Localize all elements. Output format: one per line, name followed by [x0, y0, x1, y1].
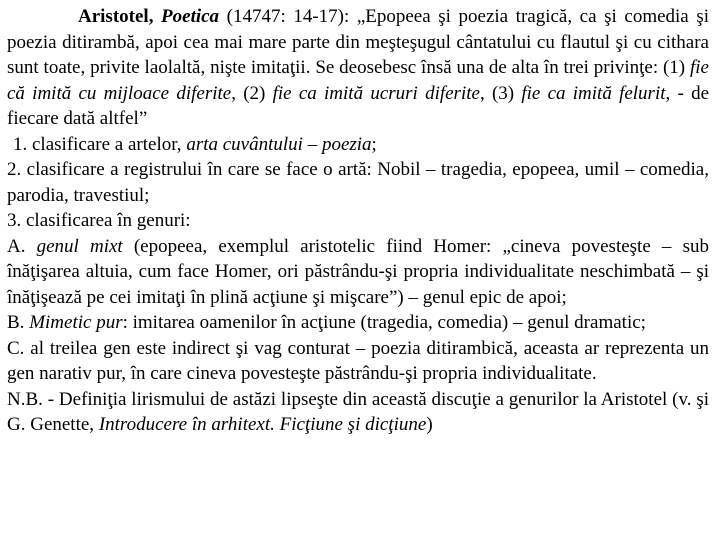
- list-item-1: 1. clasificare a artelor, arta cuvântului – poezia;: [13, 133, 377, 155]
- quote-text: (14747: 14-17): „Epopeea şi poezia tragică, ca şi comedia şi poezia ditirambă, apoi cea mai mare parte din meşteşugul cântatului cu flautul şi cu cithara sunt toate, privite laolaltă, nişte imitaţii. Se deosebesc însă una de alta în trei privinţe: (1): [7, 6, 709, 78]
- genre-a: A. genul mixt (epopeea, exemplul aristotelic fiind Homer: „cineva povesteşte – sub înăţişarea altuia, cum face Homer, ori păstrându-şi propria individualitate neschimbată – şi înăţişează pe cei imitaţi în plină acţiune şi mişcare”) – genul epic de apoi;: [7, 235, 709, 308]
- document-body: [7, 4, 709, 438]
- criterion-3: fie ca imită felurit: [521, 82, 666, 104]
- intro-paragraph: [7, 4, 709, 132]
- genre-b: B. Mimetic pur: imitarea oamenilor în acţiune (tragedia, comedia) – genul dramatic;: [7, 312, 646, 333]
- work-title: Poetica: [161, 6, 220, 27]
- list-item-3: 3. clasificarea în genuri:: [7, 210, 191, 231]
- separator: , (3): [479, 82, 522, 104]
- nota-bene: N.B. - Definiţia lirismului de astăzi lipseşte din această discuţie a genurilor la Aristotel (v. şi G. Genette, Introducere în arhitext. Ficţiune şi dicţiune): [7, 388, 709, 435]
- quote-tail: , - de fiecare dată altfel”: [7, 82, 710, 129]
- genre-c: C. al treilea gen este indirect şi vag conturat – poezia ditirambică, aceasta ar reprezenta un gen narativ pur, în care cineva povesteşte păstrându-şi propria individualitate.: [7, 337, 709, 384]
- criterion-2: fie ca imită ucruri diferite: [272, 82, 480, 104]
- criterion-1: fie că imită cu mijloace diferite: [7, 57, 709, 104]
- author-name: Aristotel,: [78, 6, 162, 27]
- separator: , (2): [231, 82, 273, 104]
- list-item-2: 2. clasificare a registrului în care se face o artă: Nobil – tragedia, epopeea, umil – comedia, parodia, travestiul;: [7, 159, 709, 206]
